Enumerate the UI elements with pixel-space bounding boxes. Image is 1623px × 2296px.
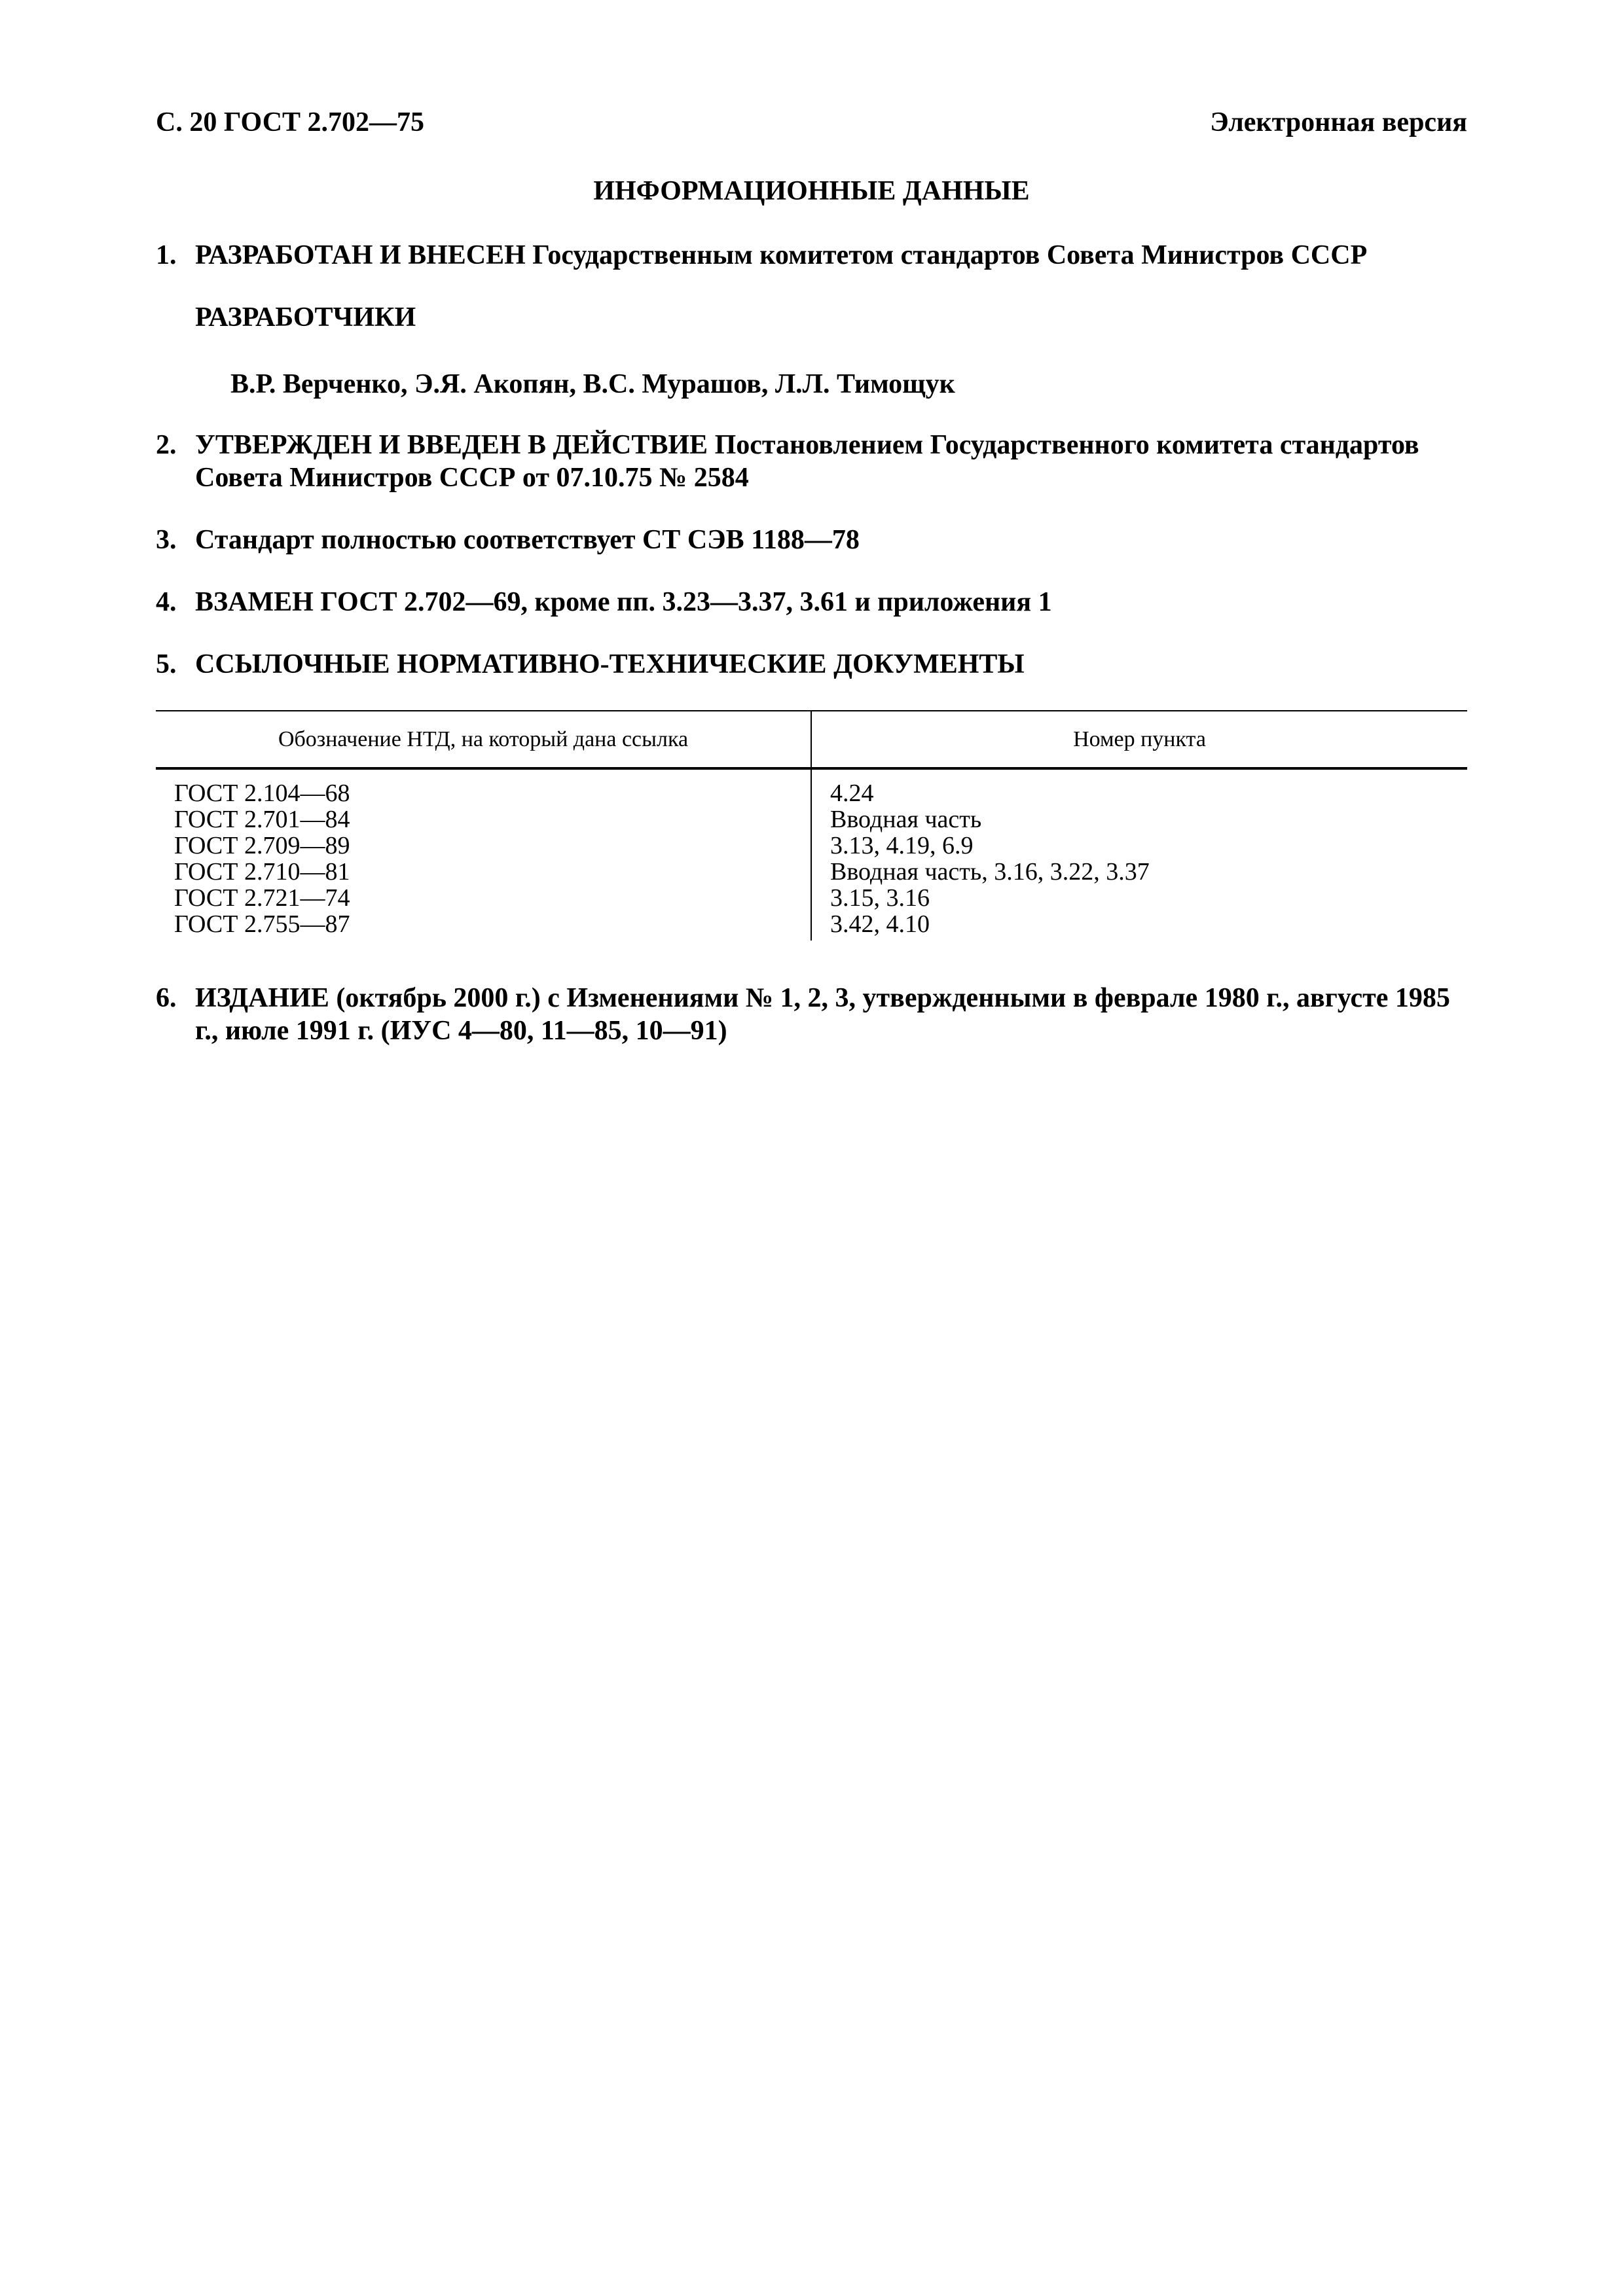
item-number: 5. bbox=[156, 649, 177, 679]
table-cell-doc: ГОСТ 2.721—74 bbox=[174, 884, 350, 912]
page-header-left: С. 20 ГОСТ 2.702—75 bbox=[156, 107, 425, 137]
table-cell-doc: ГОСТ 2.701—84 bbox=[174, 806, 350, 833]
table-column-documents bbox=[174, 780, 350, 937]
table-column-clauses bbox=[830, 780, 1150, 937]
table-header-document: Обозначение НТД, на который дана ссылка bbox=[278, 727, 689, 751]
item-number: 1. bbox=[156, 240, 177, 270]
table-header-clause: Номер пункта bbox=[1073, 727, 1206, 751]
section-title: ИНФОРМАЦИОННЫЕ ДАННЫЕ bbox=[593, 176, 1030, 206]
table-cell-clause: 3.15, 3.16 bbox=[830, 884, 930, 912]
developers-list: В.Р. Верченко, Э.Я. Акопян, В.С. Мурашов, Л.Л. Тимощук bbox=[230, 369, 955, 399]
item-text: Стандарт полностью соответствует СТ СЭВ 1188—78 bbox=[195, 525, 860, 555]
item-number: 4. bbox=[156, 587, 177, 617]
table-cell-clause: 3.13, 4.19, 6.9 bbox=[830, 832, 974, 859]
item-text: РАЗРАБОТАН И ВНЕСЕН Государственным комитетом стандартов Совета Министров СССР bbox=[195, 240, 1368, 270]
info-item-1 bbox=[156, 239, 1467, 272]
item-text: УТВЕРЖДЕН И ВВЕДЕН В ДЕЙСТВИЕ Постановлением Государственного комитета стандартов Совета Министров СССР от 07.10.75 № 2584 bbox=[195, 430, 1419, 493]
page-header-right: Электронная версия bbox=[1210, 107, 1467, 137]
item-text: ИЗДАНИЕ (октябрь 2000 г.) с Изменениями № 1, 2, 3, утвержденными в феврале 1980 г., августе 1985 г., июле 1991 г. (ИУС 4—80, 11—85, 10—91) bbox=[195, 983, 1450, 1046]
table-cell-doc: ГОСТ 2.710—81 bbox=[174, 858, 350, 886]
table-cell-doc: ГОСТ 2.709—89 bbox=[174, 832, 350, 859]
item-number: 6. bbox=[156, 983, 177, 1013]
table-cell-clause: 3.42, 4.10 bbox=[830, 910, 930, 938]
info-item-4 bbox=[156, 586, 1467, 619]
table-cell-clause: Вводная часть, 3.16, 3.22, 3.37 bbox=[830, 858, 1150, 886]
info-item-5 bbox=[156, 648, 1467, 681]
table-cell-doc: ГОСТ 2.755—87 bbox=[174, 910, 350, 938]
info-item-2 bbox=[156, 429, 1467, 494]
item-number: 2. bbox=[156, 430, 177, 460]
table-cell-doc: ГОСТ 2.104—68 bbox=[174, 780, 350, 807]
table-cell-clause: Вводная часть bbox=[830, 806, 982, 833]
info-item-3 bbox=[156, 524, 1467, 556]
info-item-6 bbox=[156, 982, 1467, 1047]
table-cell-clause: 4.24 bbox=[830, 780, 874, 807]
item-number: 3. bbox=[156, 525, 177, 555]
item-text: ВЗАМЕН ГОСТ 2.702—69, кроме пп. 3.23—3.37, 3.61 и приложения 1 bbox=[195, 587, 1052, 617]
developers-label: РАЗРАБОТЧИКИ bbox=[195, 302, 416, 332]
item-text: ССЫЛОЧНЫЕ НОРМАТИВНО-ТЕХНИЧЕСКИЕ ДОКУМЕНТЫ bbox=[195, 649, 1025, 679]
